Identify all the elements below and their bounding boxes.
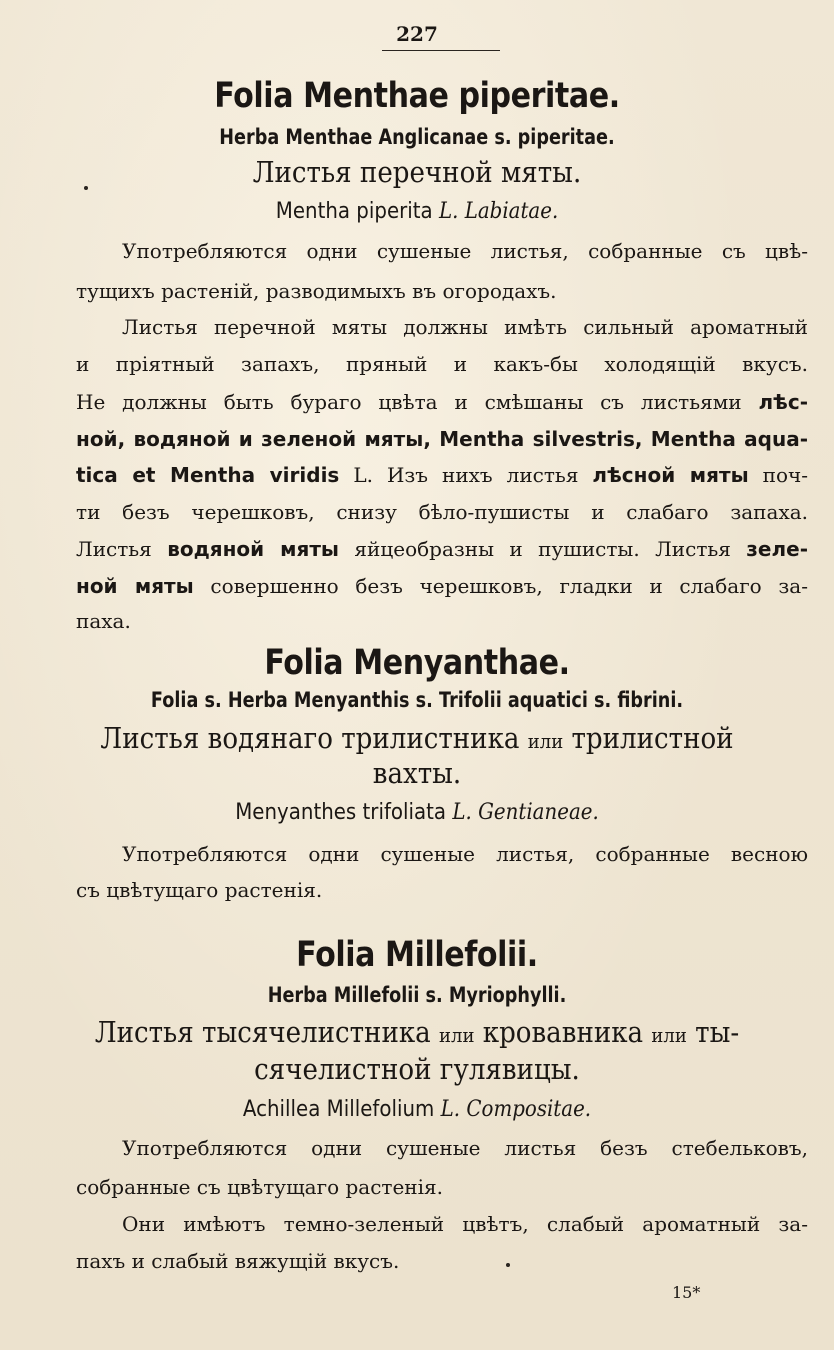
section-synonym-menyanthae: Folia s. Herba Menyanthis s. Trifolii aquatici s. fibrini.	[150, 688, 684, 712]
text-line: Листья перечной мяты должны имѣть сильный ароматный	[122, 315, 808, 339]
text-run-bold: tica et Mentha viridis	[76, 463, 340, 487]
signature-mark: 15*	[672, 1283, 701, 1302]
section-russian-name-menyanthae-cont: вахты.	[372, 756, 462, 790]
text-line: Употребляются одни сушеные листья безъ стебельковъ,	[122, 1136, 808, 1160]
text-line	[76, 537, 808, 561]
text-run: совершенно безъ черешковъ, гладки и слабаго за-	[193, 574, 808, 598]
text-line: съ цвѣтущаго растенія.	[76, 878, 323, 902]
text-run-bold: зеле-	[746, 537, 808, 561]
text-run-bold: водяной мяты	[167, 537, 340, 561]
text-line: собранные съ цвѣтущаго растенія.	[76, 1175, 444, 1199]
russian-name-part: трилистной	[571, 721, 734, 755]
text-run: L. Изъ нихъ листья	[339, 463, 593, 487]
text-run-bold: ной мяты	[76, 574, 194, 598]
text-line: тущихъ растеній, разводимыхъ въ огородахъ.	[76, 279, 557, 303]
section-russian-name-menthae: Листья перечной мяты.	[252, 155, 582, 189]
text-line	[76, 463, 808, 487]
page-number-rule	[382, 50, 500, 51]
text-run: яйцеобразны и пушисты. Листья	[339, 537, 747, 561]
russian-name-part: Листья водянаго трилистника	[100, 721, 520, 755]
botanical-authority-family: L. Labiatae.	[438, 199, 559, 224]
botanical-name: Menyanthes trifoliata	[235, 800, 453, 825]
russian-name-part: ты-	[695, 1015, 740, 1049]
page-number: 227	[396, 22, 438, 46]
russian-name-part: Листья тысячелистника	[94, 1015, 431, 1049]
russian-name-conjunction: или	[527, 729, 564, 753]
russian-name-part: кровавника	[482, 1015, 644, 1049]
text-run: поч-	[748, 463, 809, 487]
print-speck	[84, 186, 88, 190]
text-line: пахъ и слабый вяжущій вкусъ.	[76, 1249, 400, 1273]
text-line: ти безъ черешковъ, снизу бѣло-пушисты и слабаго запаха.	[76, 500, 808, 524]
section-synonym-millefolii: Herba Millefolii s. Myriophylli.	[267, 983, 567, 1007]
section-botanical-menthae	[42, 199, 793, 224]
text-line	[76, 574, 808, 598]
text-line: и пріятный запахъ, пряный и какъ-бы холодящій вкусъ.	[76, 352, 808, 376]
russian-name-conjunction: или	[439, 1023, 475, 1047]
section-synonym-menthae: Herba Menthae Anglicanae s. piperitae.	[219, 125, 615, 149]
section-botanical-menyanthae	[42, 800, 793, 825]
text-line: Они имѣютъ темно-зеленый цвѣтъ, слабый ароматный за-	[122, 1212, 808, 1236]
text-line: паха.	[76, 609, 131, 633]
text-run-bold: лѣсной мяты	[592, 463, 749, 487]
botanical-authority-family: L. Compositae.	[440, 1097, 592, 1122]
section-russian-name-millefolii	[42, 1015, 793, 1049]
section-title-menthae: Folia Menthae piperitae.	[214, 76, 620, 116]
text-line	[76, 390, 808, 414]
text-run: Не должны быть бураго цвѣта и смѣшаны съ листьями	[76, 390, 759, 414]
botanical-authority-family: L. Gentianeae.	[452, 800, 599, 825]
botanical-name: Achillea Millefolium	[242, 1097, 441, 1122]
section-title-menyanthae: Folia Menyanthae.	[264, 643, 570, 683]
text-line: Употребляются одни сушеные листья, собранные съ цвѣ-	[122, 239, 808, 263]
section-russian-name-menyanthae	[42, 721, 793, 755]
section-title-millefolii: Folia Millefolii.	[296, 935, 538, 975]
text-run-bold: лѣс-	[758, 390, 808, 414]
text-run-bold: ной, водяной и зеленой мяты, Mentha silvestris, Mentha aqua-	[76, 427, 808, 451]
text-line: Употребляются одни сушеные листья, собранные весною	[122, 842, 808, 866]
botanical-name: Mentha piperita	[275, 199, 439, 224]
text-line-bold	[76, 427, 808, 451]
text-run: Листья	[76, 537, 168, 561]
russian-name-conjunction: или	[651, 1023, 687, 1047]
print-speck	[506, 1263, 510, 1267]
section-russian-name-millefolii-cont: сячелистной гулявицы.	[254, 1052, 580, 1086]
section-botanical-millefolii	[42, 1097, 793, 1122]
